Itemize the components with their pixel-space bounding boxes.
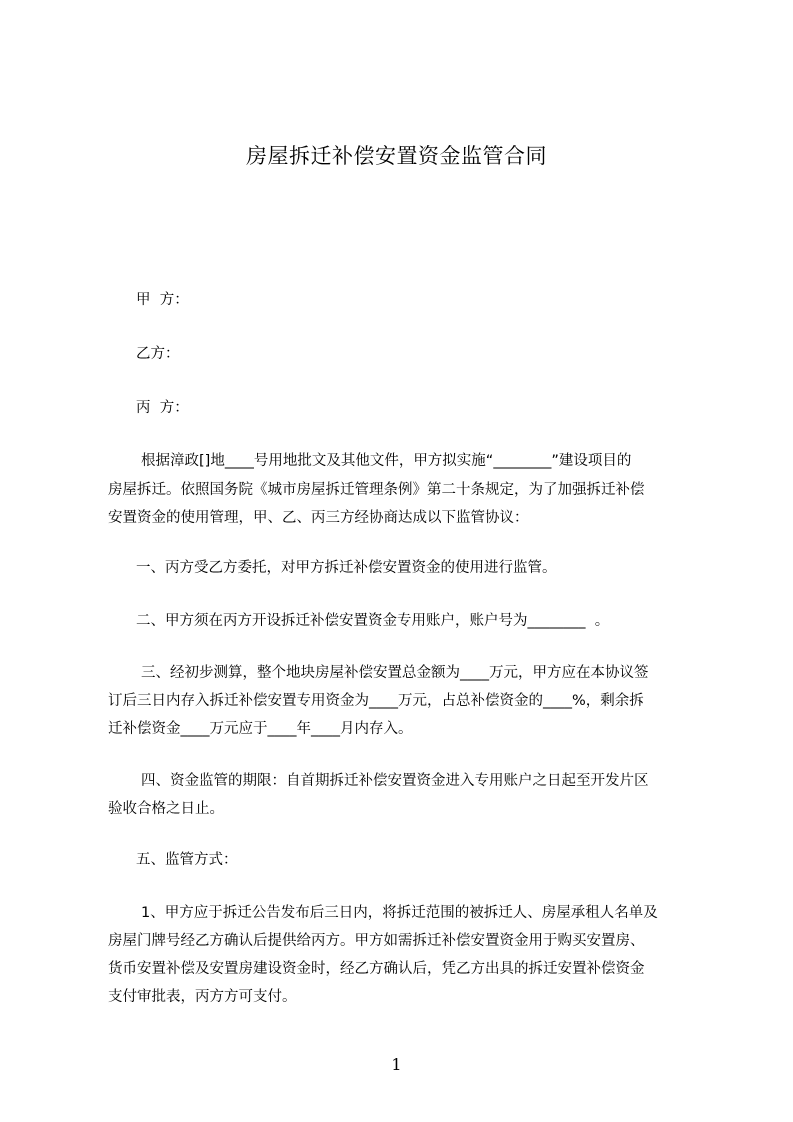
clause-2: 二、甲方须在丙方开设拆迁补偿安置资金专用账户，账户号为________ 。 xyxy=(136,613,610,629)
party-a-label: 甲 方： xyxy=(136,292,189,308)
clause-5-heading: 五、监管方式： xyxy=(136,852,238,868)
clause-3-line-2: 订后三日内存入拆迁补偿安置专用资金为____万元，占总补偿资金的____%，剩余拆 xyxy=(108,693,644,709)
clause-1: 一、丙方受乙方委托，对甲方拆迁补偿安置资金的使用进行监管。 xyxy=(136,560,557,576)
page-number: 1 xyxy=(391,1055,402,1074)
clause-5-item-1-line-1: 1、甲方应于拆迁公告发布后三日内，将拆迁范围的被拆迁人、房屋承租人名单及 xyxy=(141,905,658,921)
clause-3-line-3: 迁补偿资金____万元应于____年____月内存入。 xyxy=(108,721,413,737)
party-b-label: 乙方： xyxy=(136,346,180,362)
party-c-label: 丙 方： xyxy=(136,400,189,416)
document-title: 房屋拆迁补偿安置资金监管合同 xyxy=(246,144,547,168)
clause-4-line-1: 四、资金监管的期限：自首期拆迁补偿安置资金进入专用账户之日起至开发片区 xyxy=(141,773,649,789)
preamble-line-2: 房屋拆迁。依照国务院《城市房屋拆迁管理条例》第二十条规定，为了加强拆迁补偿 xyxy=(108,482,645,498)
clause-5-item-1-line-2: 房屋门牌号经乙方确认后提供给丙方。甲方如需拆迁补偿安置资金用于购买安置房、 xyxy=(108,933,645,949)
clause-3-line-1: 三、经初步测算，整个地块房屋补偿安置总金额为____万元，甲方应在本协议签 xyxy=(141,665,649,681)
preamble-line-3: 安置资金的使用管理，甲、乙、丙三方经协商达成以下监管协议： xyxy=(108,510,529,526)
preamble-line-1: 根据漳政[]地____号用地批文及其他文件，甲方拟实施“________”建设项目的 xyxy=(141,453,632,469)
clause-5-item-1-line-4: 支付审批表，丙方方可支付。 xyxy=(108,989,297,1005)
clause-4-line-2: 验收合格之日止。 xyxy=(108,801,224,817)
clause-5-item-1-line-3: 货币安置补偿及安置房建设资金时，经乙方确认后，凭乙方出具的拆迁安置补偿资金 xyxy=(108,961,645,977)
